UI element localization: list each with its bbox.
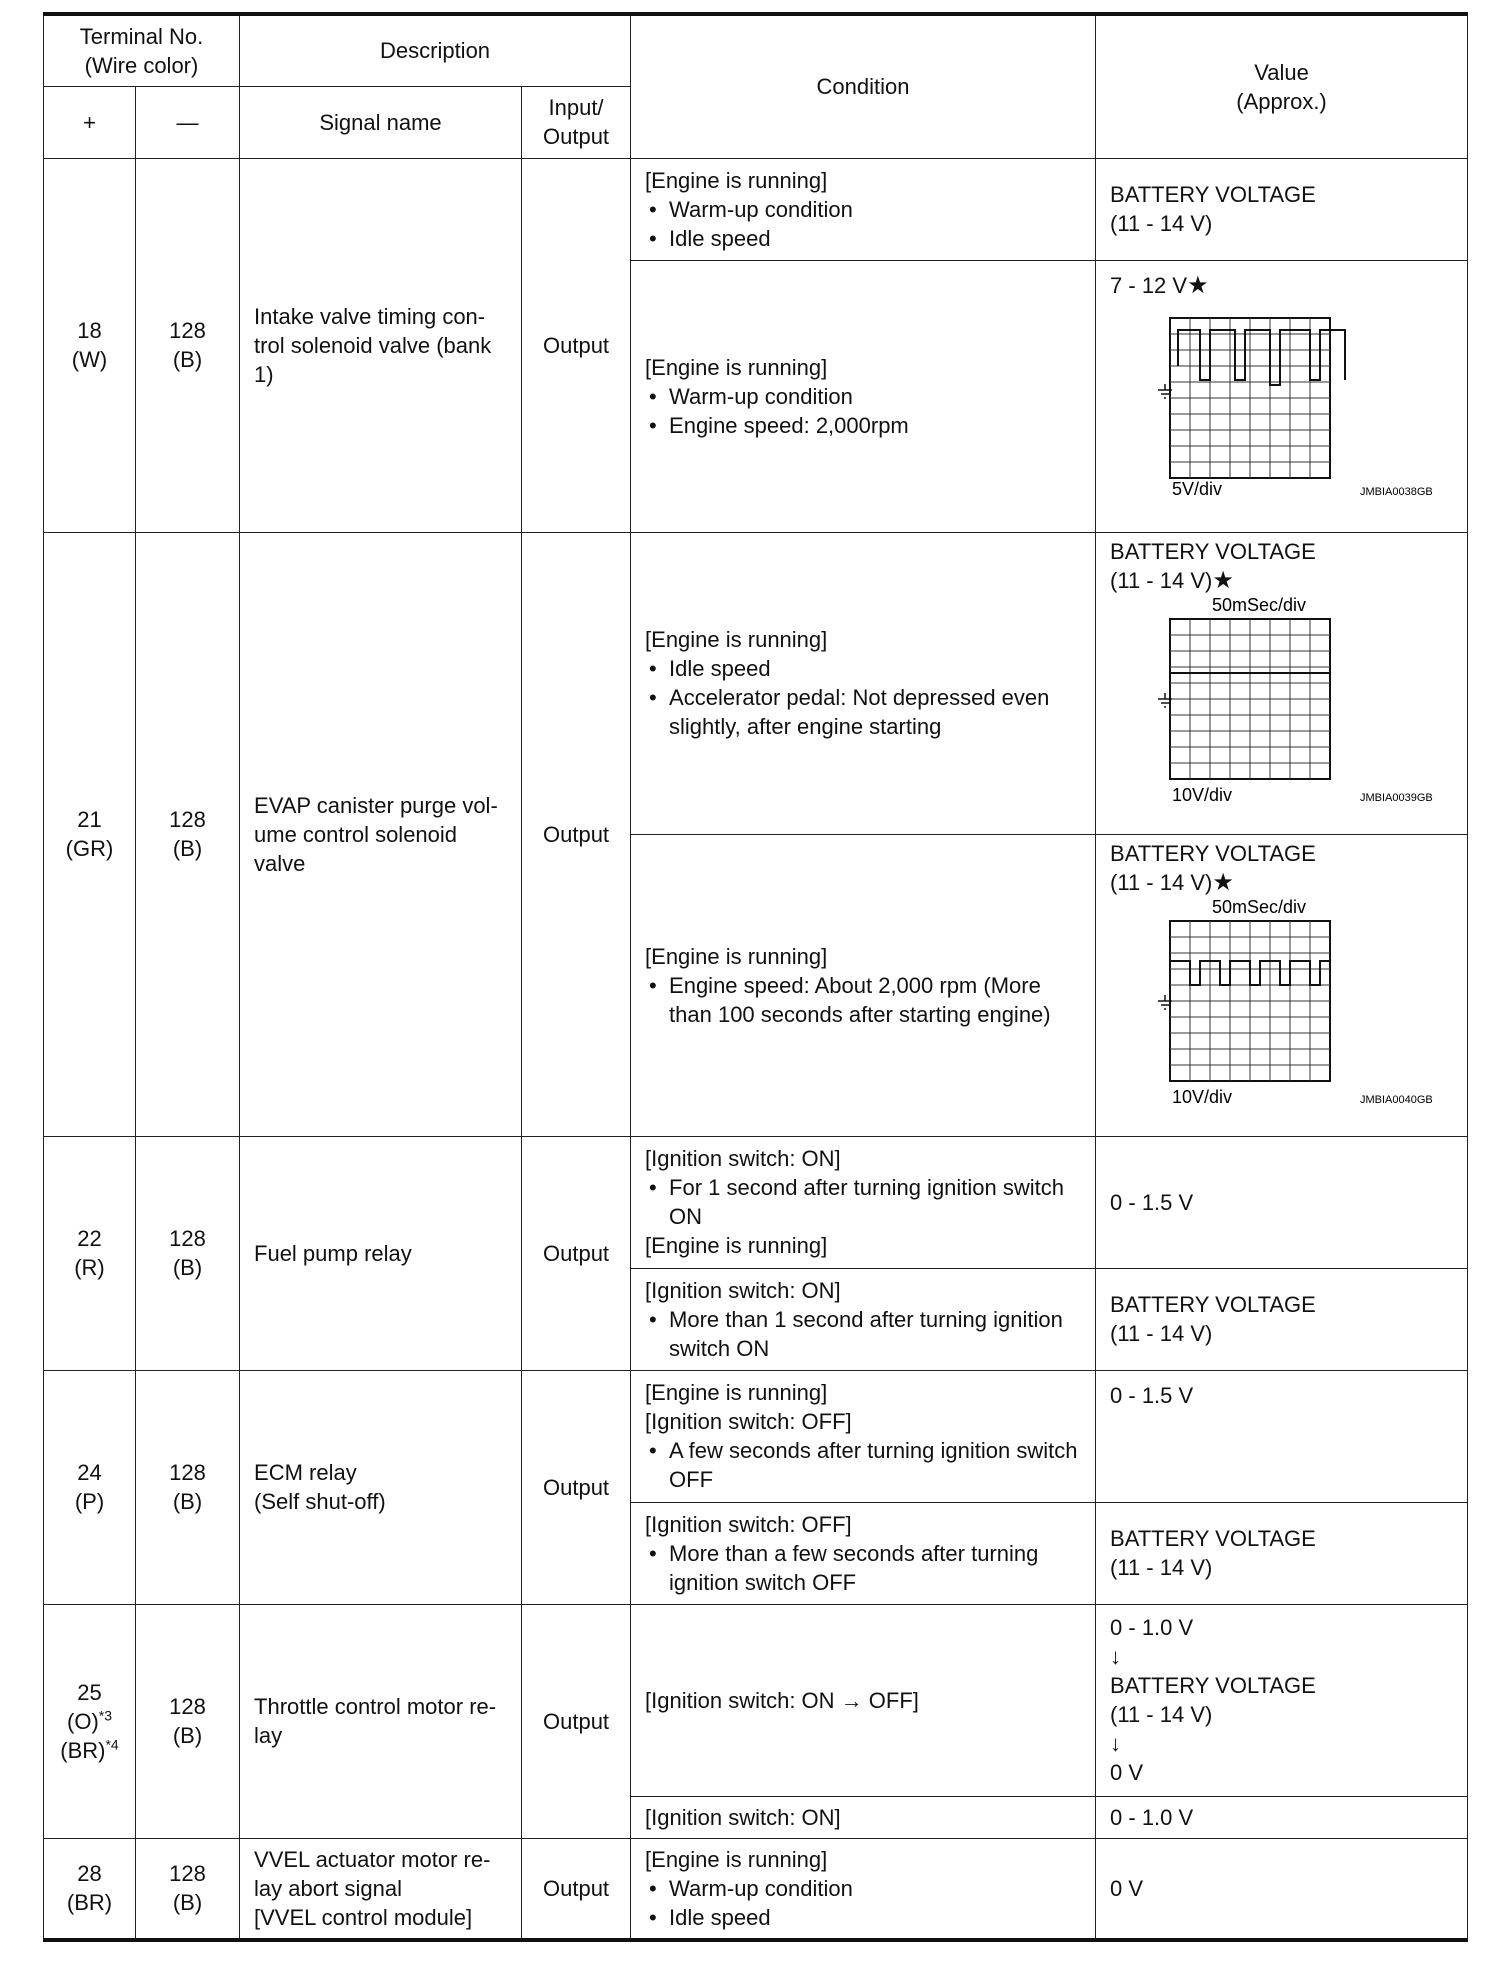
header-terminal: Terminal No. (Wire color) xyxy=(44,14,240,86)
star-icon: ★ xyxy=(1212,868,1234,896)
figure-code: JMBIA0040GB xyxy=(1360,1093,1433,1106)
signal-name: EVAP canister purge vol- ume control solenoid valve xyxy=(240,532,522,1136)
table-row xyxy=(44,1604,1468,1796)
header-condition: Condition xyxy=(631,14,1096,158)
signal-name: VVEL actuator motor re- lay abort signal [VVEL control module] xyxy=(240,1838,522,1940)
condition: [Ignition switch: OFF] • More than a few seconds after turning ignition switch OFF xyxy=(631,1502,1096,1604)
value: 0 - 1.5 V xyxy=(1096,1370,1468,1502)
star-icon: ★ xyxy=(1212,566,1234,594)
scope-time-div: 50mSec/div xyxy=(1212,896,1307,917)
oscilloscope-waveform xyxy=(1110,300,1467,500)
star-icon: ★ xyxy=(1187,271,1209,299)
condition: [Engine is running] • Warm-up condition • Idle speed xyxy=(631,158,1096,260)
value: BATTERY VOLTAGE (11 - 14 V)★ 50mSec/div 10V/div JMBIA0039GB xyxy=(1096,532,1468,834)
table-row xyxy=(44,532,1468,834)
scope-grid xyxy=(1170,318,1330,478)
header-description: Description xyxy=(240,14,631,86)
scope-grid xyxy=(1170,619,1330,779)
terminal-minus: 128 (B) xyxy=(136,1604,240,1838)
condition: [Engine is running] • Idle speed • Accelerator pedal: Not depressed even slightly, after engine starting xyxy=(631,532,1096,834)
condition: [Ignition switch: ON → OFF] xyxy=(631,1604,1096,1796)
oscilloscope-waveform xyxy=(1110,595,1467,805)
oscilloscope-waveform xyxy=(1110,897,1467,1107)
terminal-table xyxy=(43,12,1468,1942)
figure-code: JMBIA0039GB xyxy=(1360,791,1433,804)
terminal-plus: 28 (BR) xyxy=(44,1838,136,1940)
signal-name: Fuel pump relay xyxy=(240,1136,522,1370)
table-row xyxy=(44,1370,1468,1502)
value: 7 - 12 V★ 5V/div JMBIA0038GB xyxy=(1096,260,1468,532)
terminal-minus: 128 (B) xyxy=(136,158,240,532)
io-type: Output xyxy=(522,532,631,1136)
value: BATTERY VOLTAGE (11 - 14 V) xyxy=(1096,158,1468,260)
scope-volt-div: 10V/div xyxy=(1172,784,1233,805)
terminal-minus: 128 (B) xyxy=(136,1370,240,1604)
condition: [Engine is running] • Warm-up condition • Idle speed xyxy=(631,1838,1096,1940)
io-type: Output xyxy=(522,1136,631,1370)
waveform xyxy=(1178,330,1345,385)
signal-name: ECM relay (Self shut-off) xyxy=(240,1370,522,1604)
scope-grid xyxy=(1170,921,1330,1081)
condition: [Engine is running] • Engine speed: About 2,000 rpm (More than 100 seconds after starting engine) xyxy=(631,834,1096,1136)
value: 0 - 1.5 V xyxy=(1096,1136,1468,1268)
condition: [Engine is running] • Warm-up condition • Engine speed: 2,000rpm xyxy=(631,260,1096,532)
io-type: Output xyxy=(522,1370,631,1604)
header-signal-name: Signal name xyxy=(240,86,522,158)
waveform xyxy=(1170,961,1330,985)
signal-name: Throttle control motor re- lay xyxy=(240,1604,522,1838)
signal-name: Intake valve timing con- trol solenoid valve (bank 1) xyxy=(240,158,522,532)
value: 0 - 1.0 V xyxy=(1096,1796,1468,1838)
io-type: Output xyxy=(522,1604,631,1838)
value: BATTERY VOLTAGE (11 - 14 V)★ 50mSec/div 10V/div JMBIA0040GB xyxy=(1096,834,1468,1136)
table-row xyxy=(44,1838,1468,1940)
terminal-plus: 21 (GR) xyxy=(44,532,136,1136)
terminal-plus: 24 (P) xyxy=(44,1370,136,1604)
io-type: Output xyxy=(522,1838,631,1940)
terminal-minus: 128 (B) xyxy=(136,1838,240,1940)
io-type: Output xyxy=(522,158,631,532)
scope-volt-div: 5V/div xyxy=(1172,478,1223,499)
condition: [Ignition switch: ON] xyxy=(631,1796,1096,1838)
terminal-minus: 128 (B) xyxy=(136,1136,240,1370)
value: 0 - 1.0 V ↓ BATTERY VOLTAGE (11 - 14 V) ↓ 0 V xyxy=(1096,1604,1468,1796)
table-row xyxy=(44,158,1468,260)
condition: [Ignition switch: ON] • More than 1 second after turning ignition switch ON xyxy=(631,1268,1096,1370)
terminal-minus: 128 (B) xyxy=(136,532,240,1136)
value: BATTERY VOLTAGE (11 - 14 V) xyxy=(1096,1502,1468,1604)
scope-time-div: 50mSec/div xyxy=(1212,594,1307,615)
figure-code: JMBIA0038GB xyxy=(1360,485,1433,498)
condition: [Ignition switch: ON] • For 1 second after turning ignition switch ON [Engine is running] xyxy=(631,1136,1096,1268)
terminal-plus: 22 (R) xyxy=(44,1136,136,1370)
value: BATTERY VOLTAGE (11 - 14 V) xyxy=(1096,1268,1468,1370)
scope-volt-div: 10V/div xyxy=(1172,1086,1233,1107)
condition: [Engine is running] [Ignition switch: OFF] • A few seconds after turning ignition switch OFF xyxy=(631,1370,1096,1502)
header-plus: + xyxy=(44,86,136,158)
header-value: Value (Approx.) xyxy=(1096,14,1468,158)
table-row xyxy=(44,1136,1468,1268)
header-input-output: Input/ Output xyxy=(522,86,631,158)
value: 0 V xyxy=(1096,1838,1468,1940)
terminal-plus: 18 (W) xyxy=(44,158,136,532)
header-minus: — xyxy=(136,86,240,158)
terminal-plus: 25 $(O)^{*3}$ (BR)$^{*4}$ xyxy=(44,1604,136,1838)
